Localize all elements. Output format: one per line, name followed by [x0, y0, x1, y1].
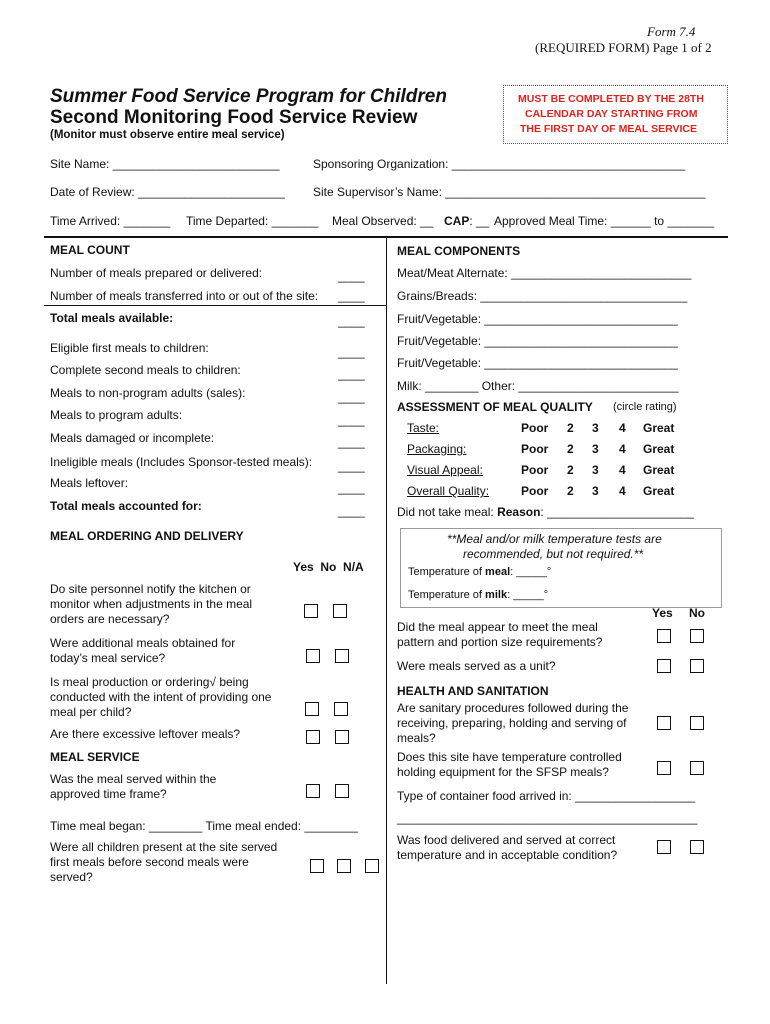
- meal-service-question-2: Were all children present at the site served first meals before second meals were served?: [50, 840, 278, 884]
- right-question-1: Did the meal appear to meet the meal pattern and portion size requirements?: [397, 620, 603, 649]
- quality-visual-poor[interactable]: Poor: [521, 463, 549, 477]
- quality-overall-2[interactable]: 2: [567, 484, 574, 498]
- meal-count-blank-10[interactable]: ____: [338, 504, 365, 518]
- meal-count-label-9: Meals leftover:: [50, 476, 129, 490]
- deadline-notice-line1: MUST BE COMPLETED BY THE 28TH: [518, 93, 704, 105]
- ordering-question-4: Are there excessive leftover meals?: [50, 727, 241, 741]
- circle-rating-note: (circle rating): [613, 401, 677, 413]
- meal-count-blank-7[interactable]: ____: [338, 435, 365, 449]
- meal-count-label-7: Meals damaged or incomplete:: [50, 431, 215, 445]
- ordering-q2-no-checkbox[interactable]: [335, 649, 349, 663]
- quality-label-visual-appeal: Visual Appeal:: [407, 463, 483, 477]
- milk-temp-prefix: Temperature of: [408, 589, 486, 601]
- quality-taste-3[interactable]: 3: [592, 421, 599, 435]
- meal-time-field[interactable]: Time meal began: ________ Time meal ended: ________: [50, 819, 358, 833]
- ordering-q3-no-checkbox[interactable]: [334, 702, 348, 716]
- meal-quality-heading: ASSESSMENT OF MEAL QUALITY: [397, 400, 593, 414]
- portion-yes-checkbox[interactable]: [657, 629, 671, 643]
- quality-label-overall: Overall Quality:: [407, 484, 490, 498]
- meal-count-label-6: Meals to program adults:: [50, 408, 183, 422]
- meal-count-label-4: Complete second meals to children:: [50, 363, 241, 377]
- quality-taste-4[interactable]: 4: [619, 421, 626, 435]
- ordering-question-2: Were additional meals obtained for today’s meal service?: [50, 636, 236, 665]
- quality-packaging-great[interactable]: Great: [643, 442, 675, 456]
- form-number: Form 7.4: [647, 24, 696, 39]
- service-q2-no-checkbox[interactable]: [337, 859, 351, 873]
- portion-no-checkbox[interactable]: [690, 629, 704, 643]
- sanitary-no-checkbox[interactable]: [690, 716, 704, 730]
- meal-count-label-2: Total meals available:: [50, 311, 174, 325]
- cap-field[interactable]: [444, 214, 489, 228]
- quality-visual-great[interactable]: Great: [643, 463, 675, 477]
- meal-count-blank-3[interactable]: ____: [338, 345, 365, 359]
- meal-count-label-1: Number of meals transferred into or out of the site:: [50, 289, 319, 303]
- service-q1-no-checkbox[interactable]: [335, 784, 349, 798]
- quality-overall-poor[interactable]: Poor: [521, 484, 549, 498]
- unit-yes-checkbox[interactable]: [657, 659, 671, 673]
- quality-visual-3[interactable]: 3: [592, 463, 599, 477]
- meal-observed-field[interactable]: Meal Observed: __: [332, 214, 434, 228]
- meal-count-rule: [44, 305, 386, 306]
- ordering-question-3: Is meal production or ordering√ being conducted with the intent of providing one meal per child?: [50, 675, 272, 719]
- meal-count-blank-5[interactable]: ____: [338, 390, 365, 404]
- service-q1-yes-checkbox[interactable]: [306, 784, 320, 798]
- form-required-page: (REQUIRED FORM) Page 1 of 2: [535, 40, 712, 55]
- ordering-column-headers: Yes No N/A: [293, 560, 364, 574]
- meal-count-label-3: Eligible first meals to children:: [50, 341, 209, 355]
- correct-temp-yes-checkbox[interactable]: [657, 840, 671, 854]
- meal-temp-prefix: Temperature of: [408, 566, 486, 578]
- milk-temp-suffix: : _____°: [507, 589, 549, 601]
- quality-label-packaging: Packaging:: [407, 442, 467, 456]
- meal-temp-suffix: : _____°: [510, 566, 552, 578]
- meal-ordering-heading: MEAL ORDERING AND DELIVERY: [50, 529, 244, 543]
- quality-overall-4[interactable]: 4: [619, 484, 626, 498]
- temperature-note-line2: recommended, but not required.**: [463, 547, 644, 561]
- meal-count-label-8: Ineligible meals (Includes Sponsor-tested meals):: [50, 455, 313, 469]
- ordering-q1-no-checkbox[interactable]: [333, 604, 347, 618]
- quality-taste-2[interactable]: 2: [567, 421, 574, 435]
- meal-service-question-1: Was the meal served within the approved time frame?: [50, 772, 217, 801]
- did-not-take-label: Did not take meal:: [397, 505, 498, 519]
- site-supervisor-field[interactable]: Site Supervisor’s Name: _______________________________________: [313, 185, 706, 199]
- meal-temperature-field[interactable]: [408, 566, 551, 578]
- temperature-note-line1: **Meal and/or milk temperature tests are: [447, 532, 662, 546]
- quality-taste-great[interactable]: Great: [643, 421, 675, 435]
- did-not-take-meal-field[interactable]: [397, 505, 694, 519]
- quality-overall-3[interactable]: 3: [592, 484, 599, 498]
- meal-count-blank-9[interactable]: ____: [338, 481, 365, 495]
- meal-temp-word: meal: [485, 566, 511, 578]
- time-arrived-field[interactable]: Time Arrived: _______: [50, 214, 171, 228]
- holding-equipment-no-checkbox[interactable]: [690, 761, 704, 775]
- quality-overall-great[interactable]: Great: [643, 484, 675, 498]
- component-milk-other-field[interactable]: Milk: ________ Other: ________________________: [397, 379, 679, 393]
- component-grains-field[interactable]: Grains/Breads: _______________________________: [397, 289, 688, 303]
- component-meat-field[interactable]: Meat/Meat Alternate: ___________________________: [397, 266, 692, 280]
- meal-count-blank-0[interactable]: ____: [338, 269, 365, 283]
- reason-label: Reason: [497, 505, 541, 519]
- meal-count-label-0: Number of meals prepared or delivered:: [50, 266, 263, 280]
- milk-temperature-field[interactable]: [408, 589, 548, 601]
- right-no-header: No: [689, 606, 705, 620]
- ordering-q3-yes-checkbox[interactable]: [305, 702, 319, 716]
- sponsoring-organization-field[interactable]: Sponsoring Organization: ___________________________________: [313, 157, 686, 171]
- meal-count-label-5: Meals to non-program adults (sales):: [50, 386, 246, 400]
- meal-count-blank-6[interactable]: ____: [338, 413, 365, 427]
- unit-no-checkbox[interactable]: [690, 659, 704, 673]
- ordering-q4-yes-checkbox[interactable]: [306, 730, 320, 744]
- milk-temp-word: milk: [485, 589, 508, 601]
- component-fruit-veg-1-field[interactable]: Fruit/Vegetable: _____________________________: [397, 312, 678, 326]
- deadline-notice-line2: CALENDAR DAY STARTING FROM: [525, 108, 698, 120]
- meal-count-blank-4[interactable]: ____: [338, 367, 365, 381]
- health-question-1: Are sanitary procedures followed during the receiving, preparing, holding and serving of meals?: [397, 701, 629, 745]
- component-fruit-veg-2-field[interactable]: Fruit/Vegetable: _____________________________: [397, 334, 678, 348]
- meal-count-blank-2[interactable]: ____: [338, 314, 365, 328]
- date-of-review-field[interactable]: Date of Review: ______________________: [50, 185, 285, 199]
- page-subtitle: Second Monitoring Food Service Review: [50, 107, 418, 128]
- meal-count-heading: MEAL COUNT: [50, 243, 130, 257]
- service-q2-na-checkbox[interactable]: [365, 859, 379, 873]
- quality-label-taste: Taste:: [407, 421, 440, 435]
- holding-equipment-yes-checkbox[interactable]: [657, 761, 671, 775]
- monitor-note: (Monitor must observe entire meal service): [50, 129, 285, 141]
- quality-packaging-2[interactable]: 2: [567, 442, 574, 456]
- meal-count-blank-8[interactable]: ____: [338, 459, 365, 473]
- cap-label: CAP: [444, 214, 470, 228]
- component-fruit-veg-3-field[interactable]: Fruit/Vegetable: _____________________________: [397, 356, 678, 370]
- container-type-field[interactable]: Type of container food arrived in: __________________: [397, 789, 696, 803]
- ordering-q4-no-checkbox[interactable]: [335, 730, 349, 744]
- meal-count-label-10: Total meals accounted for:: [50, 499, 202, 513]
- deadline-notice-line3: THE FIRST DAY OF MEAL SERVICE: [520, 123, 697, 135]
- container-type-line[interactable]: _____________________________________________: [397, 811, 698, 825]
- quality-visual-2[interactable]: 2: [567, 463, 574, 477]
- quality-packaging-3[interactable]: 3: [592, 442, 599, 456]
- meal-service-heading: MEAL SERVICE: [50, 750, 140, 764]
- ordering-q2-yes-checkbox[interactable]: [306, 649, 320, 663]
- reason-blank: : ______________________: [540, 505, 694, 519]
- page-title: Summer Food Service Program for Children: [50, 86, 447, 107]
- service-q2-yes-checkbox[interactable]: [310, 859, 324, 873]
- column-divider: [386, 237, 387, 984]
- approved-meal-time-field[interactable]: Approved Meal Time: ______ to _______: [494, 214, 715, 228]
- ordering-question-1: Do site personnel notify the kitchen or monitor when adjustments in the meal orders are necessary?: [50, 582, 253, 626]
- time-departed-field[interactable]: Time Departed: _______: [186, 214, 319, 228]
- quality-taste-poor[interactable]: Poor: [521, 421, 549, 435]
- quality-packaging-4[interactable]: 4: [619, 442, 626, 456]
- site-name-field[interactable]: Site Name: _________________________: [50, 157, 280, 171]
- sanitary-yes-checkbox[interactable]: [657, 716, 671, 730]
- quality-packaging-poor[interactable]: Poor: [521, 442, 549, 456]
- health-sanitation-heading: HEALTH AND SANITATION: [397, 684, 549, 698]
- ordering-q1-yes-checkbox[interactable]: [304, 604, 318, 618]
- correct-temp-no-checkbox[interactable]: [690, 840, 704, 854]
- right-yes-header: Yes: [652, 606, 673, 620]
- health-question-2: Does this site have temperature controlled holding equipment for the SFSP meals?: [397, 750, 622, 779]
- meal-count-blank-1[interactable]: ____: [338, 289, 365, 303]
- quality-visual-4[interactable]: 4: [619, 463, 626, 477]
- cap-blank: : __: [469, 214, 490, 228]
- meal-components-heading: MEAL COMPONENTS: [397, 244, 521, 258]
- right-question-2: Were meals served as a unit?: [397, 659, 556, 673]
- health-question-3: Was food delivered and served at correct temperature and in acceptable condition?: [397, 833, 618, 862]
